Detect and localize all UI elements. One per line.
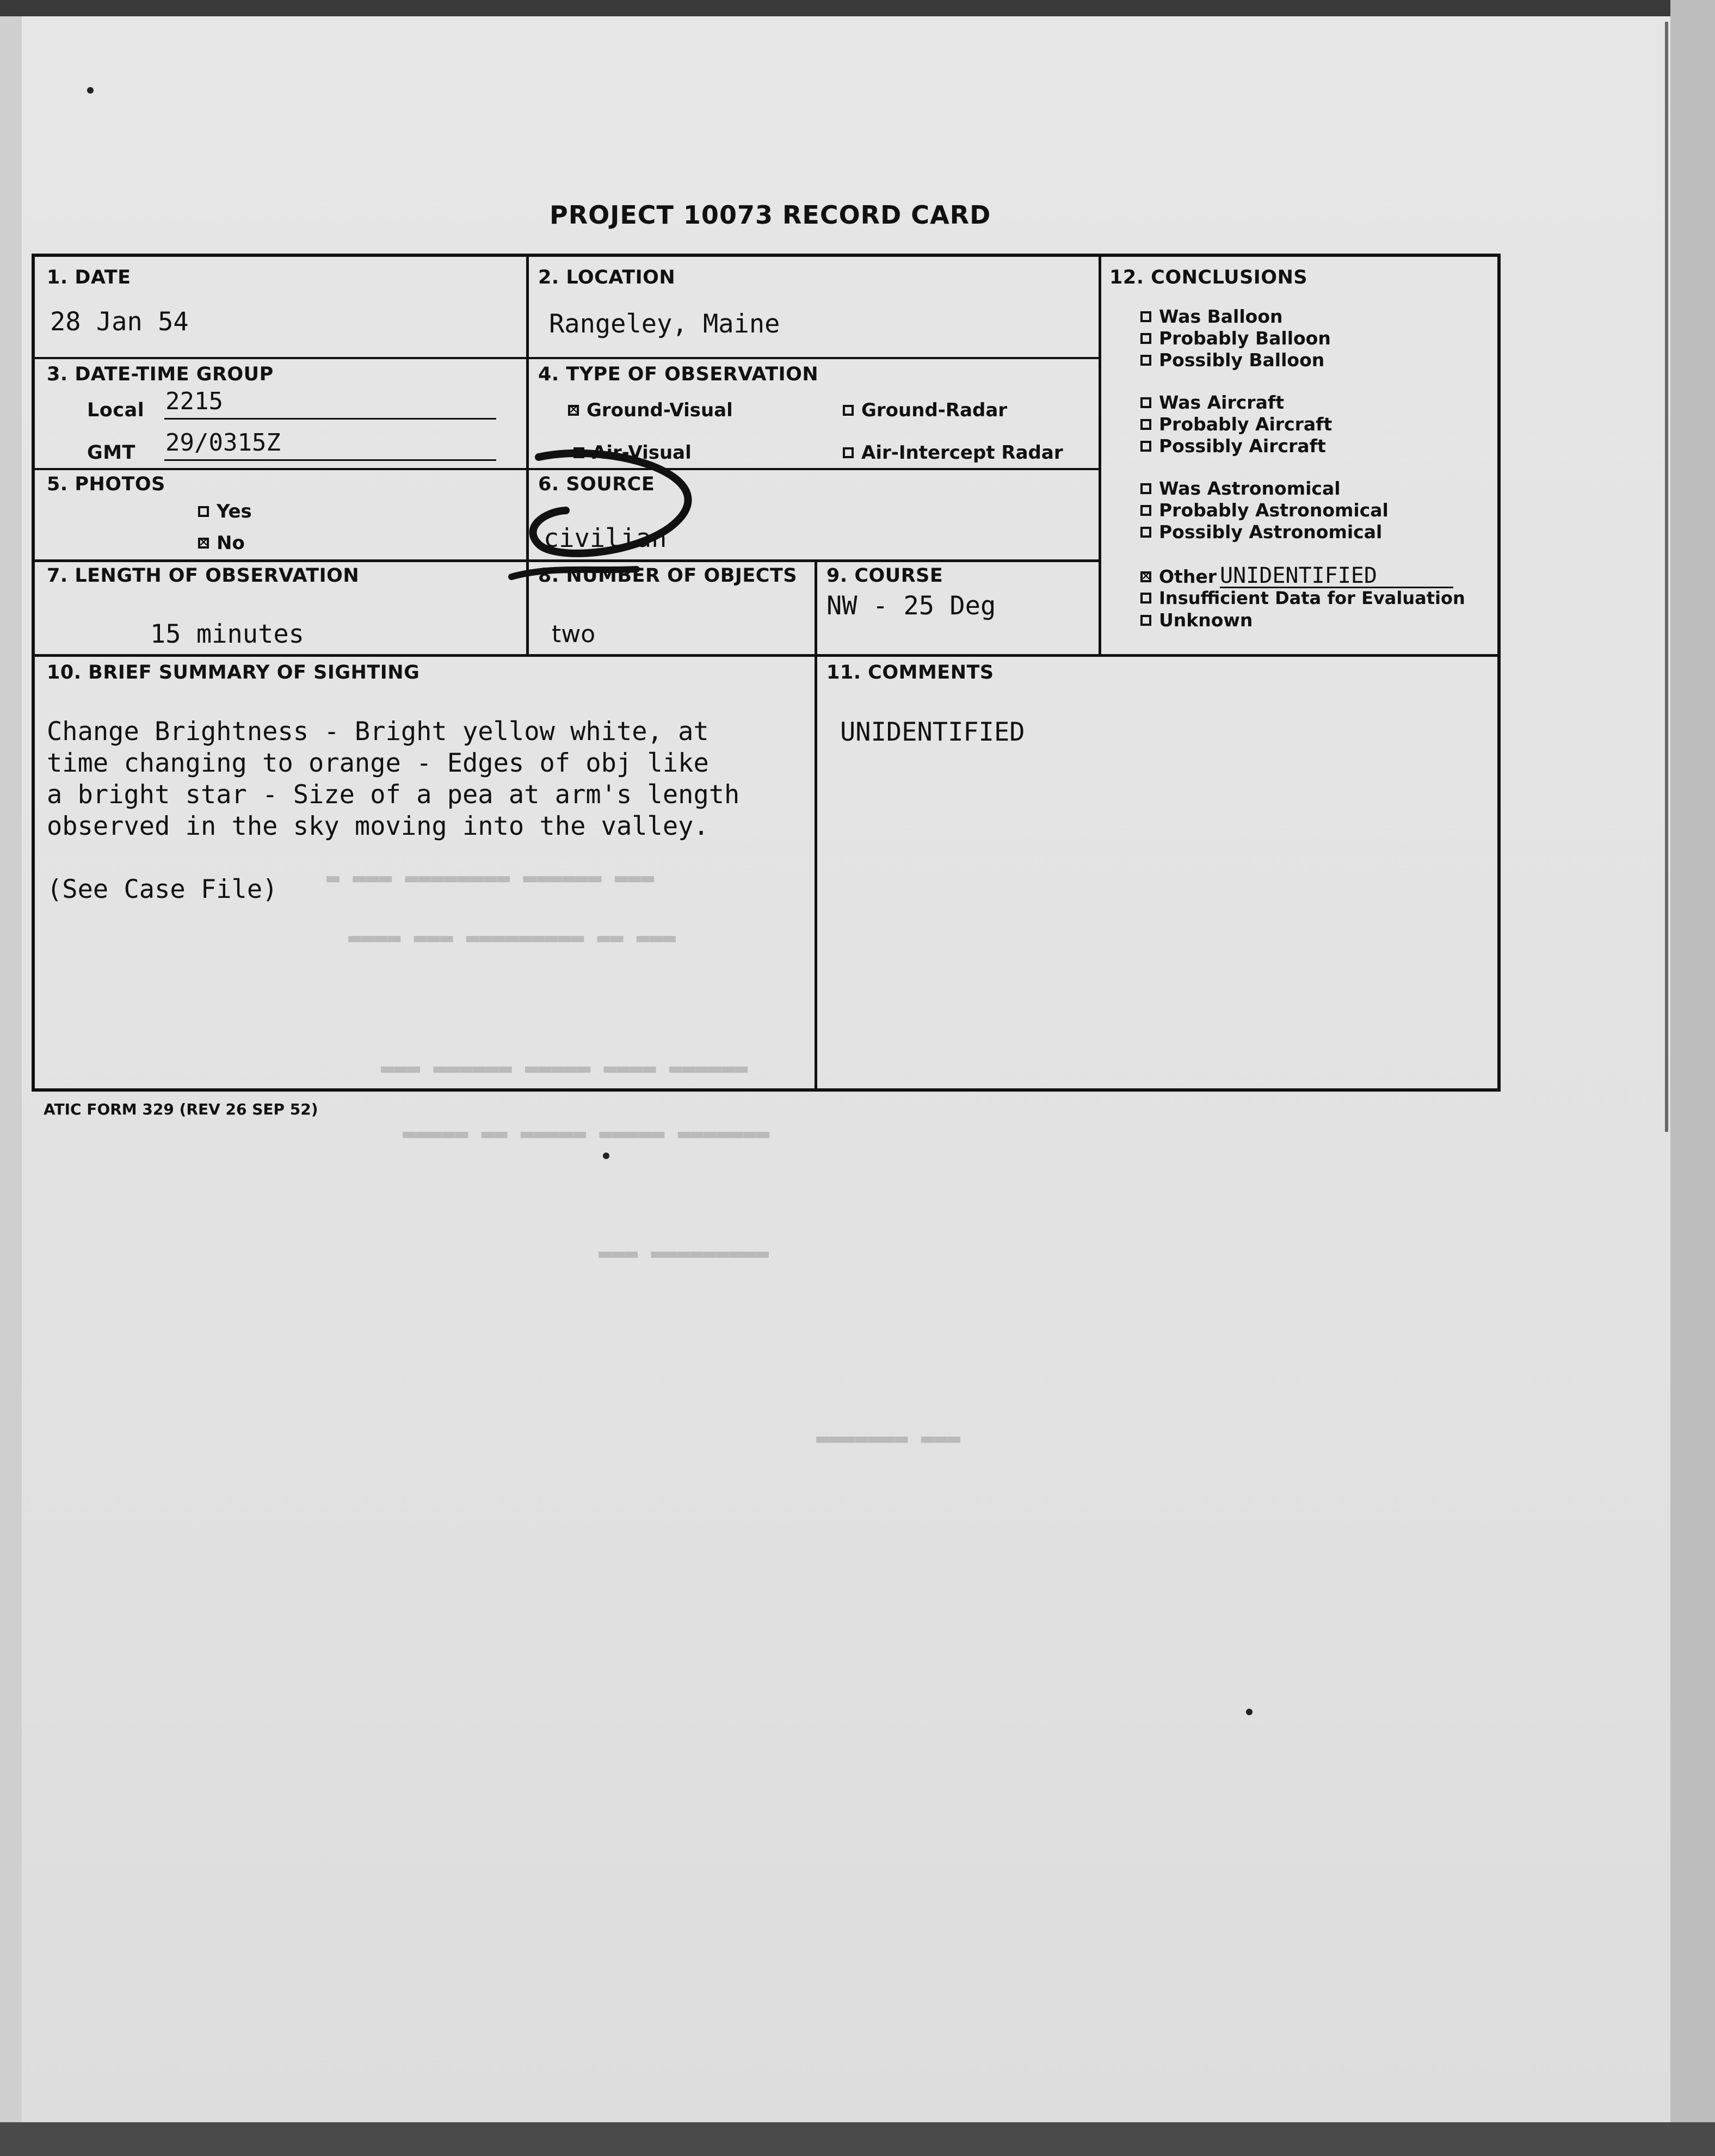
local-time-label: Local [87,399,145,421]
conclusion-probably-aircraft[interactable]: Probably Aircraft [1140,414,1521,435]
conclusion-possibly-balloon[interactable]: Possibly Balloon [1140,349,1521,371]
summary-label: 10. BRIEF SUMMARY OF SIGHTING [47,662,420,683]
date-label: 1. DATE [47,267,131,288]
checkbox[interactable] [1140,441,1151,452]
observation-air-intercept-radar[interactable]: Air-Intercept Radar [843,442,1063,464]
number-of-objects-value: two [552,620,596,648]
source-label: 6. SOURCE [538,473,655,495]
length-of-observation-value: 15 minutes [150,619,304,649]
conclusion-other-value: UNIDENTIFIED [1220,565,1453,588]
checkbox[interactable] [1140,593,1151,603]
summary-text: Change Brightness - Bright yellow white, at time changing to orange - Edges of obj like a bright star - Size of a pea at arm's length observed in the sky moving into the valley. (See Case File) [47,717,740,904]
record-card-form [32,254,1501,1092]
comments-value: UNIDENTIFIED [840,717,1025,747]
local-time-underline [164,418,496,420]
conclusion-insufficient-data[interactable]: Insufficient Data for Evaluation [1140,588,1510,608]
checkbox[interactable] [1140,397,1151,408]
observation-ground-visual[interactable]: ✕ Ground-Visual [568,399,733,421]
checkbox-checked[interactable] [568,405,579,416]
scan-right-line [1665,22,1668,1132]
gmt-value: 29/0315Z [165,429,281,457]
observation-air-visual[interactable]: Air-Visual [573,442,692,464]
course-value: NW - 25 Deg [826,591,996,621]
scan-speck [87,87,94,94]
observation-type-label: 4. TYPE OF OBSERVATION [538,364,819,385]
conclusion-probably-balloon[interactable]: Probably Balloon [1140,328,1521,349]
location-label: 2. LOCATION [538,267,676,288]
handwritten-scribble [506,446,751,588]
conclusion-was-astronomical[interactable]: Was Astronomical [1140,478,1521,499]
photos-yes[interactable]: Yes [198,501,252,522]
checkbox[interactable] [1140,311,1151,322]
number-of-objects-label: 8. NUMBER OF OBJECTS [538,565,798,587]
location-value: Rangeley, Maine [549,309,780,339]
divider [35,654,1498,657]
photos-label: 5. PHOTOS [47,473,165,495]
observation-ground-radar[interactable]: Ground-Radar [843,399,1007,421]
checkbox[interactable] [1140,419,1151,430]
conclusion-possibly-astronomical[interactable]: Possibly Astronomical [1140,521,1521,543]
checkbox[interactable] [1140,355,1151,366]
date-value: 28 Jan 54 [50,307,189,337]
conclusion-other[interactable]: ✕ Other UNIDENTIFIED [1140,565,1521,588]
datetime-group-label: 3. DATE-TIME GROUP [47,364,274,385]
bleed-through-text: ▬▬▬▬▬ ▬▬ ▬▬▬▬▬ ▬▬▬▬▬ ▬▬▬▬▬▬▬ [403,1121,770,1146]
gmt-underline [164,459,496,461]
checkbox[interactable] [843,405,854,416]
bleed-through-text: ▬ ▬▬▬ ▬▬▬▬▬▬▬▬ ▬▬▬▬▬▬ ▬▬▬ [326,865,655,890]
course-label: 9. COURSE [826,565,943,587]
checkbox[interactable] [1140,527,1151,538]
local-time-value: 2215 [165,387,223,415]
conclusion-possibly-aircraft[interactable]: Possibly Aircraft [1140,435,1521,457]
bleed-through-text: ▬▬▬▬ ▬▬▬ ▬▬▬▬▬▬▬▬▬ ▬▬ ▬▬▬ [348,925,676,950]
checkbox-checked[interactable] [1140,571,1151,582]
checkbox[interactable] [198,506,209,517]
checkbox-checked[interactable] [198,538,209,549]
bleed-through-text: ▬▬▬ ▬▬▬▬▬▬▬▬▬ [599,1241,769,1266]
checkbox[interactable] [843,447,854,458]
checkbox[interactable] [1140,505,1151,516]
conclusion-unknown[interactable]: Unknown [1140,609,1521,631]
scan-speck [603,1153,609,1159]
bleed-through-text: ▬▬▬▬▬▬▬ ▬▬▬ [816,1426,960,1451]
checkbox[interactable] [1140,615,1151,626]
source-value: civilian [544,523,667,553]
conclusion-probably-astronomical[interactable]: Probably Astronomical [1140,500,1521,521]
conclusion-was-balloon[interactable]: Was Balloon [1140,306,1521,327]
form-number: ATIC FORM 329 (REV 26 SEP 52) [44,1100,318,1118]
divider [1099,257,1101,655]
gmt-label: GMT [87,442,135,464]
scan-speck [1246,1709,1253,1715]
conclusions-label: 12. CONCLUSIONS [1109,267,1308,288]
scan-right-edge [1670,0,1715,2156]
scan-bottom-edge [0,2122,1715,2156]
photos-no[interactable]: ✕ No [198,532,245,554]
scan-top-edge [0,0,1715,16]
checkbox[interactable] [1140,333,1151,344]
checkbox[interactable] [1140,483,1151,494]
bleed-through-text: ▬▬▬ ▬▬▬▬▬▬ ▬▬▬▬▬ ▬▬▬▬ ▬▬▬▬▬▬ [381,1056,748,1081]
divider [35,357,1100,359]
card-title: PROJECT 10073 RECORD CARD [550,200,991,230]
comments-label: 11. COMMENTS [826,662,994,683]
length-of-observation-label: 7. LENGTH OF OBSERVATION [47,565,360,587]
conclusion-was-aircraft[interactable]: Was Aircraft [1140,392,1521,413]
